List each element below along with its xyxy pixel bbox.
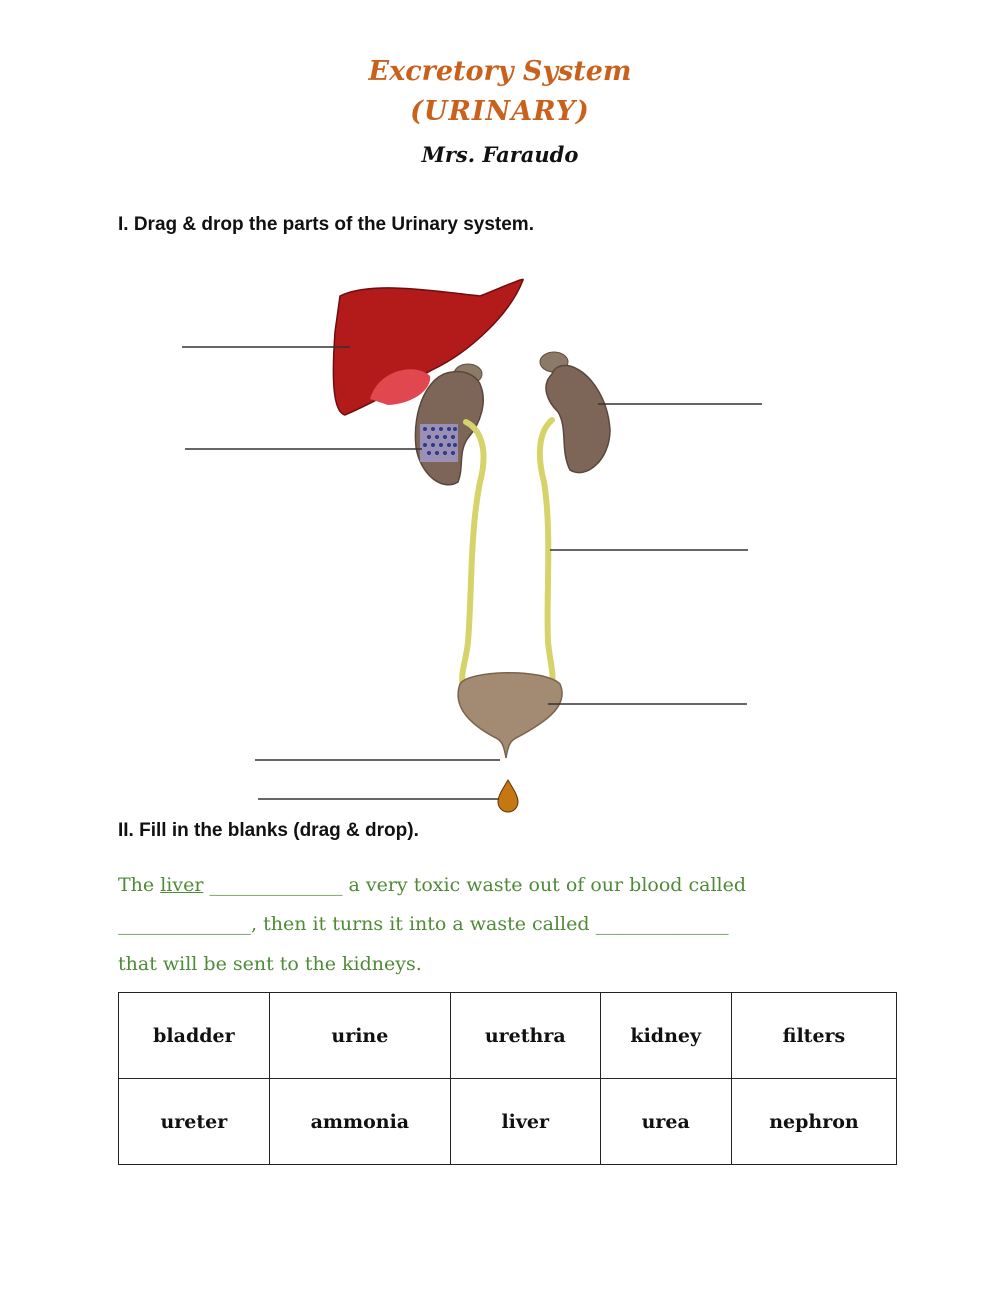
fill-blank-line-1 — [118, 874, 898, 896]
worksheet-subtitle: (URINARY) — [410, 96, 590, 127]
right-kidney-shape — [546, 365, 610, 472]
urinary-system-diagram — [140, 262, 860, 818]
answer-word-liver[interactable]: liver — [160, 874, 204, 896]
word-bank-row — [119, 1079, 897, 1165]
word-bank-cell[interactable]: bladder — [119, 993, 270, 1079]
bladder-shape — [458, 673, 562, 758]
word-bank-cell[interactable]: urethra — [450, 993, 600, 1079]
word-bank-cell[interactable]: ammonia — [269, 1079, 450, 1165]
word-bank-cell[interactable]: ureter — [119, 1079, 270, 1165]
word-bank-cell[interactable]: nephron — [731, 1079, 896, 1165]
line1-post-text: ______________ a very toxic waste out of our blood called — [203, 874, 747, 896]
word-bank-cell[interactable]: urine — [269, 993, 450, 1079]
nephron-pattern — [420, 424, 458, 462]
line1-pre-text: The — [118, 874, 161, 896]
urine-drop-icon — [498, 780, 518, 812]
worksheet-title: Excretory System — [368, 56, 632, 87]
section2-heading: II. Fill in the blanks (drag & drop). — [118, 820, 419, 841]
fill-blank-line-3: that will be sent to the kidneys. — [118, 953, 422, 975]
fill-blank-line-2: ______________, then it turns it into a waste called ______________ — [118, 913, 729, 935]
word-bank-cell[interactable]: filters — [731, 993, 896, 1079]
word-bank-table — [118, 992, 897, 1165]
right-ureter-shape — [540, 420, 553, 687]
author-name: Mrs. Faraudo — [421, 142, 579, 167]
word-bank-row — [119, 993, 897, 1079]
section1-heading: I. Drag & drop the parts of the Urinary system. — [118, 214, 534, 235]
word-bank-cell[interactable]: kidney — [600, 993, 731, 1079]
word-bank-cell[interactable]: urea — [600, 1079, 731, 1165]
word-bank-cell[interactable]: liver — [450, 1079, 600, 1165]
left-ureter-shape — [462, 422, 483, 687]
